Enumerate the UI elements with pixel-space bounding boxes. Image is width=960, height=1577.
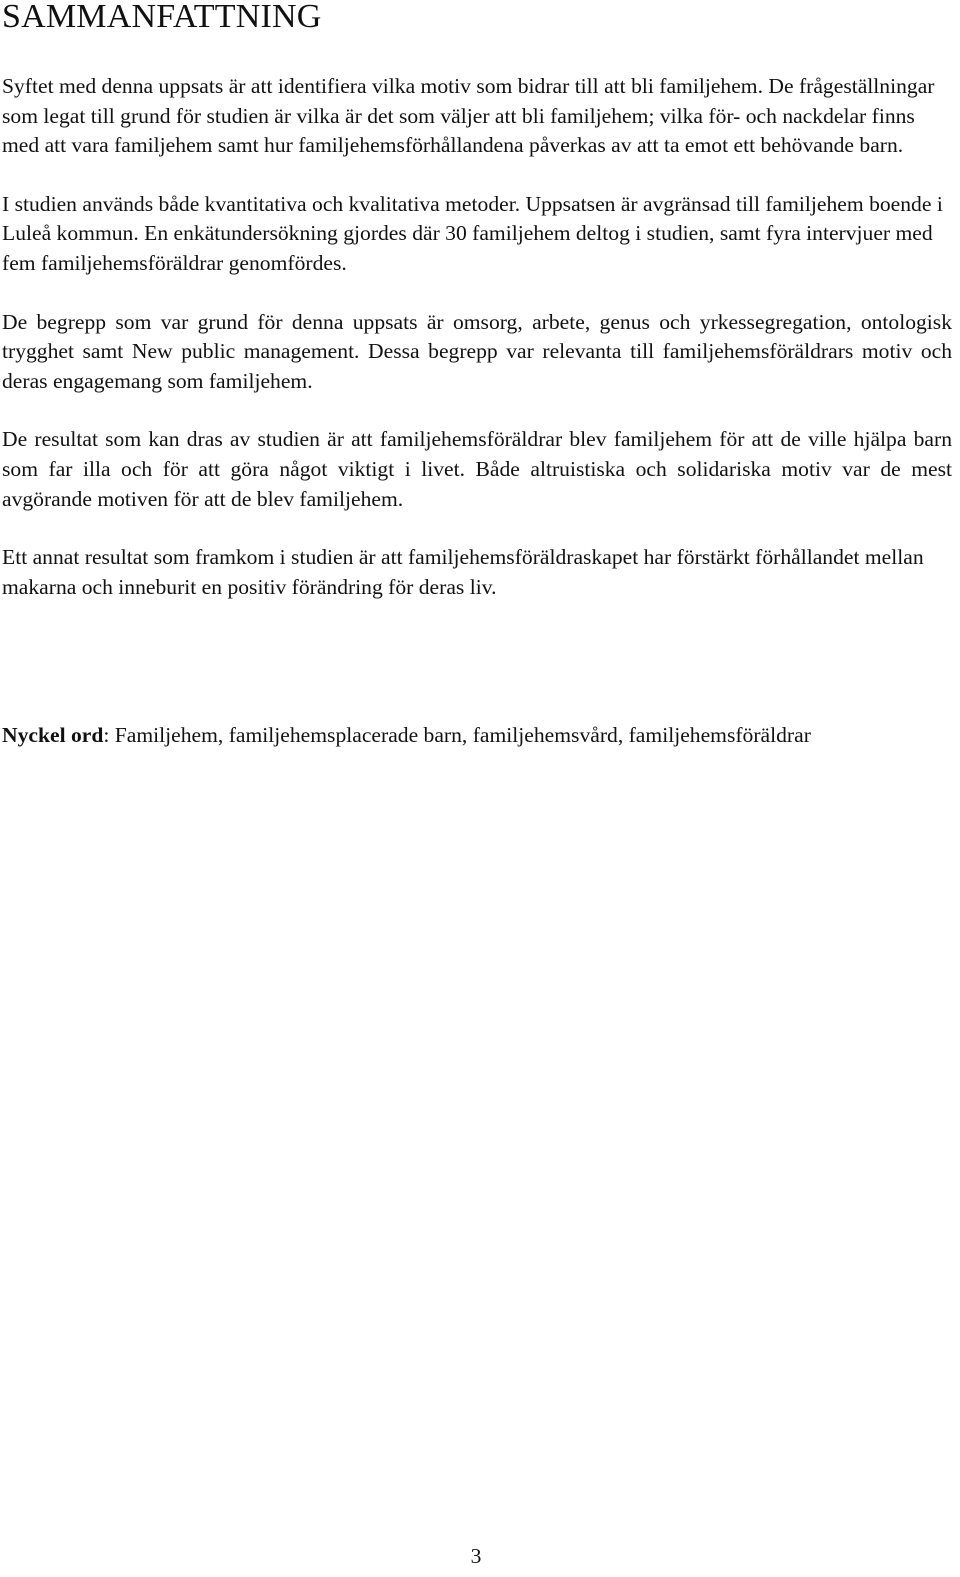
keywords-text: Familjehem, familjehemsplacerade barn, familjehemsvård, familjehemsföräldrar xyxy=(114,723,811,748)
paragraph-method: I studien används både kvantitativa och kvalitativa metoder. Uppsatsen är avgränsad till familjehem boende i Luleå kommun. En enkätundersökning gjordes där 30 familjehem deltog i studien, samt fyra intervjuer med fem familjehemsföräldrar genomfördes. xyxy=(2,191,943,275)
keywords-label: Nyckel ord xyxy=(2,723,104,748)
paragraph-concepts: De begrepp som var grund för denna uppsats är omsorg, arbete, genus och yrkessegregation, ontologisk trygghet samt New public management. Dessa begrepp var relevanta till familjehemsföräldrars motiv och deras engagemang som familjehem. xyxy=(2,309,952,393)
paragraph-purpose: Syftet med denna uppsats är att identifiera vilka motiv som bidrar till att bli familjehem. De frågeställningar som legat till grund för studien är vilka är det som väljer att bli familjehem; vilka för- och nackdelar finns med att vara familjehem samt hur familjehemsförhållandena påverkas av att ta emot ett behövande barn. xyxy=(2,74,935,158)
paragraph-results: De resultat som kan dras av studien är att familjehemsföräldrar blev familjehem för att de ville hjälpa barn som far illa och för att göra något viktigt i livet. Både altruistiska och solidariska motiv var de mest avgörande motiven för att de blev familjehem. xyxy=(2,427,952,511)
page-title: SAMMANFATTNING xyxy=(2,0,322,35)
keywords-separator: : xyxy=(103,723,115,748)
document-page xyxy=(2,0,952,751)
keywords-line xyxy=(2,721,952,751)
paragraph-further-results: Ett annat resultat som framkom i studien är att familjehemsföräldraskapet har förstärkt förhållandet mellan makarna och inneburit en positiv förändring för deras liv. xyxy=(2,545,924,599)
page-number: 3 xyxy=(470,1544,482,1568)
